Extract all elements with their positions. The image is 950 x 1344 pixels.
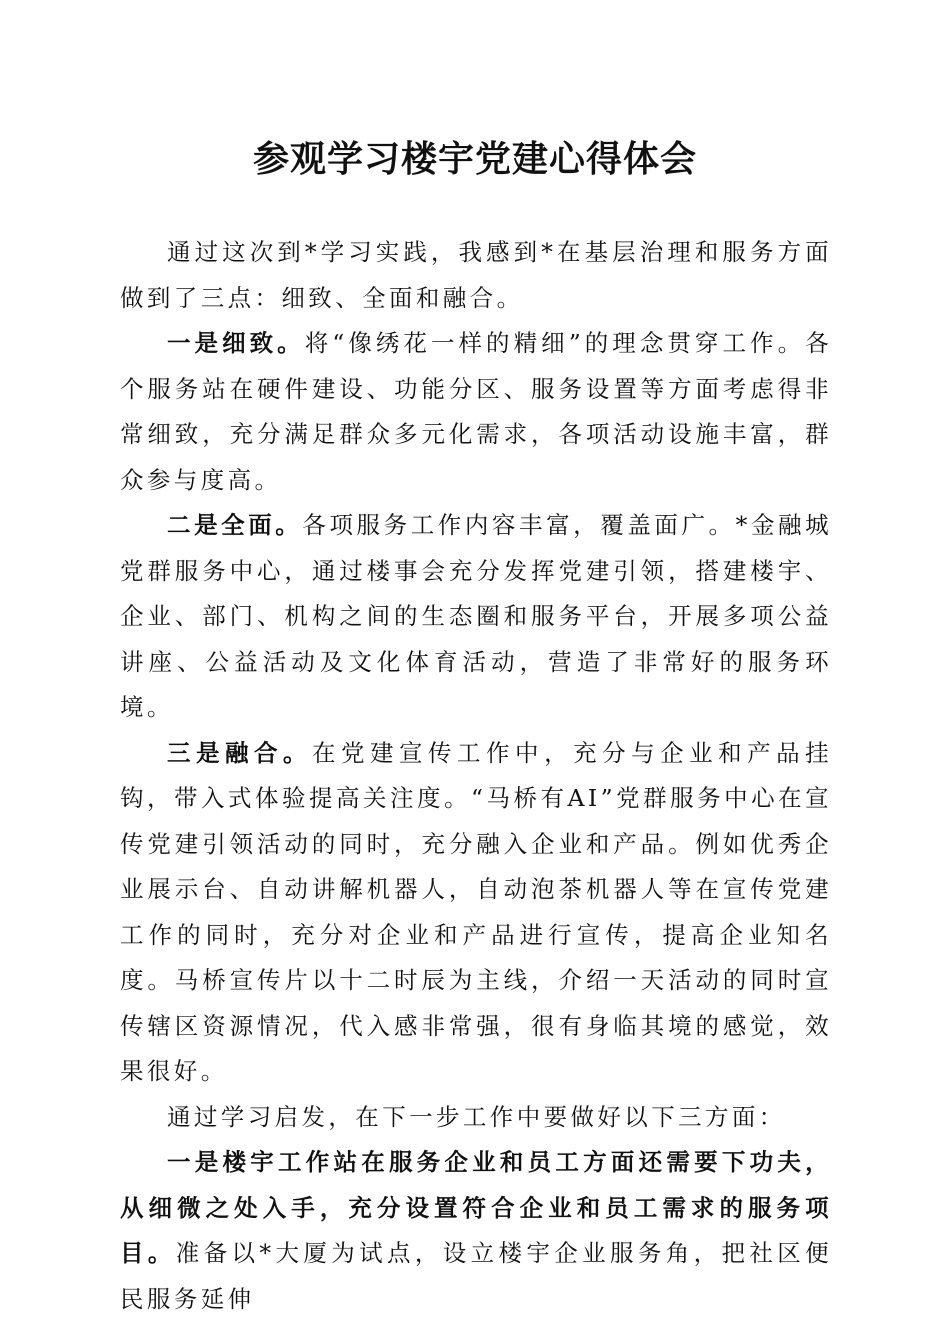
paragraph-lead: 二是全面。 (167, 511, 303, 539)
document-title: 参观学习楼宇党建心得体会 (252, 138, 697, 180)
paragraph-lead: 一是细致。 (167, 329, 305, 357)
paragraph-step-one (120, 1140, 832, 1322)
paragraph-point-two (120, 503, 832, 731)
paragraph-lead: 一是楼宇工作站在服务企业和员工方面还需要下功夫，从细微之处入手，充分设置符合企业和员工需求的服务项目。 (120, 1148, 832, 1267)
paragraph-text: 各项服务工作内容丰富，覆盖面广。*金融城党群服务中心，通过楼事会充分发挥党建引领，搭建楼宇、企业、部门、机构之间的生态圈和服务平台，开展多项公益讲座、公益活动及文化体育活动，营造了非常好的服务环境。 (120, 511, 833, 721)
paragraph-text: 准备以*大厦为试点，设立楼宇企业服务角，把社区便民服务延伸 (120, 1239, 832, 1313)
paragraph-intro (120, 230, 832, 321)
paragraph-text: 通过这次到*学习实践，我感到*在基层治理和服务方面做到了三点：细致、全面和融合。 (120, 238, 832, 312)
paragraph-point-three (120, 731, 832, 1095)
paragraph-text: 在党建宣传工作中，充分与企业和产品挂钩，带入式体验提高关注度。“马桥有AI”党群服务中心在宣传党建引领活动的同时，充分融入企业和产品。例如优秀企业展示台、自动讲解机器人，自动泡茶机器人等在宣传党建工作的同时，充分对企业和产品进行宣传，提高企业知名度。马桥宣传片以十二时辰为主线，介绍一天活动的同时宣传辖区资源情况，代入感非常强，很有身临其境的感觉，效果很好。 (120, 738, 833, 1085)
paragraph-next-steps (120, 1095, 832, 1141)
document-body (120, 230, 832, 1322)
paragraph-text: 将“像绣花一样的精细”的理念贯穿工作。各个服务站在硬件建设、功能分区、服务设置等方面考虑得非常细致，充分满足群众多元化需求，各项活动设施丰富，群众参与度高。 (120, 329, 833, 494)
paragraph-lead: 三是融合。 (167, 738, 313, 767)
paragraph-text: 通过学习启发，在下一步工作中要做好以下三方面： (167, 1102, 786, 1131)
paragraph-point-one (120, 321, 832, 503)
